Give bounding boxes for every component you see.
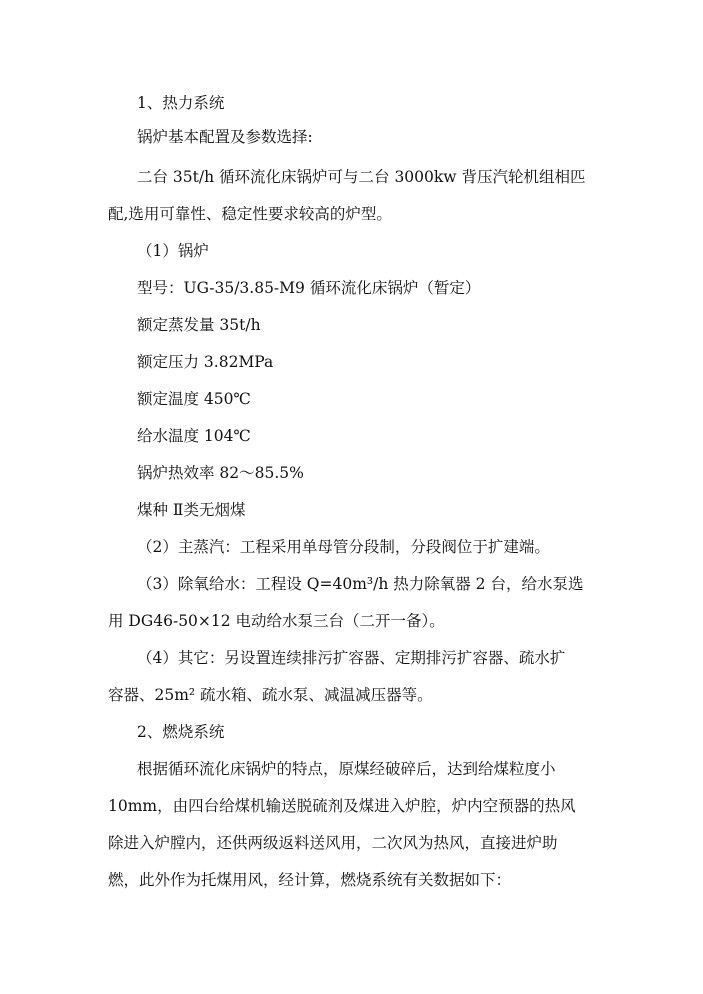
section-heading-combustion: 2、燃烧系统	[137, 723, 225, 741]
spec-line: 给水温度 104℃	[137, 427, 251, 445]
paragraph-line: 10mm，由四台给煤机输送脱硫剂及煤进入炉腔，炉内空预器的热风	[108, 797, 576, 815]
section-heading-thermal: 1、热力系统	[137, 94, 225, 112]
paragraph-line: 燃，此外作为托煤用风，经计算，燃烧系统有关数据如下：	[108, 871, 512, 889]
spec-line: 煤种 Ⅱ类无烟煤	[137, 501, 246, 519]
spec-line: 型号：UG-35/3.85-M9 循环流化床锅炉（暂定）	[137, 279, 481, 297]
paragraph-line: 除进入炉膛内，还供两级返料送风用，二次风为热风，直接进炉助	[108, 834, 558, 852]
paragraph-line: 锅炉基本配置及参数选择:	[137, 128, 313, 146]
paragraph-line: 容器、25m² 疏水箱、疏水泵、减温减压器等。	[108, 686, 433, 704]
paragraph-line: 二台 35t/h 循环流化床锅炉可与二台 3000kw 背压汽轮机组相匹	[137, 168, 586, 186]
spec-line: 额定压力 3.82MPa	[137, 353, 274, 371]
subheading-boiler: （1）锅炉	[137, 242, 209, 260]
spec-line: 额定温度 450℃	[137, 390, 251, 408]
spec-line: 锅炉热效率 82～85.5%	[137, 464, 304, 482]
spec-line: 额定蒸发量 35t/h	[137, 316, 261, 334]
paragraph-line: 用 DG46-50×12 电动给水泵三台（二开一备）。	[108, 612, 445, 630]
paragraph-line: （3）除氧给水：工程设 Q=40m³/h 热力除氧器 2 台，给水泵选	[137, 575, 584, 593]
paragraph-line: （4）其它：另设置连续排污扩容器、定期排污扩容器、疏水扩	[137, 649, 566, 667]
paragraph-line: 根据循环流化床锅炉的特点，原煤经破碎后，达到给煤粒度小	[137, 760, 556, 778]
paragraph-line: 配,选用可靠性、稳定性要求较高的炉型。	[108, 205, 392, 223]
paragraph-line: （2）主蒸汽：工程采用单母管分段制，分段阀位于扩建端。	[137, 538, 550, 556]
